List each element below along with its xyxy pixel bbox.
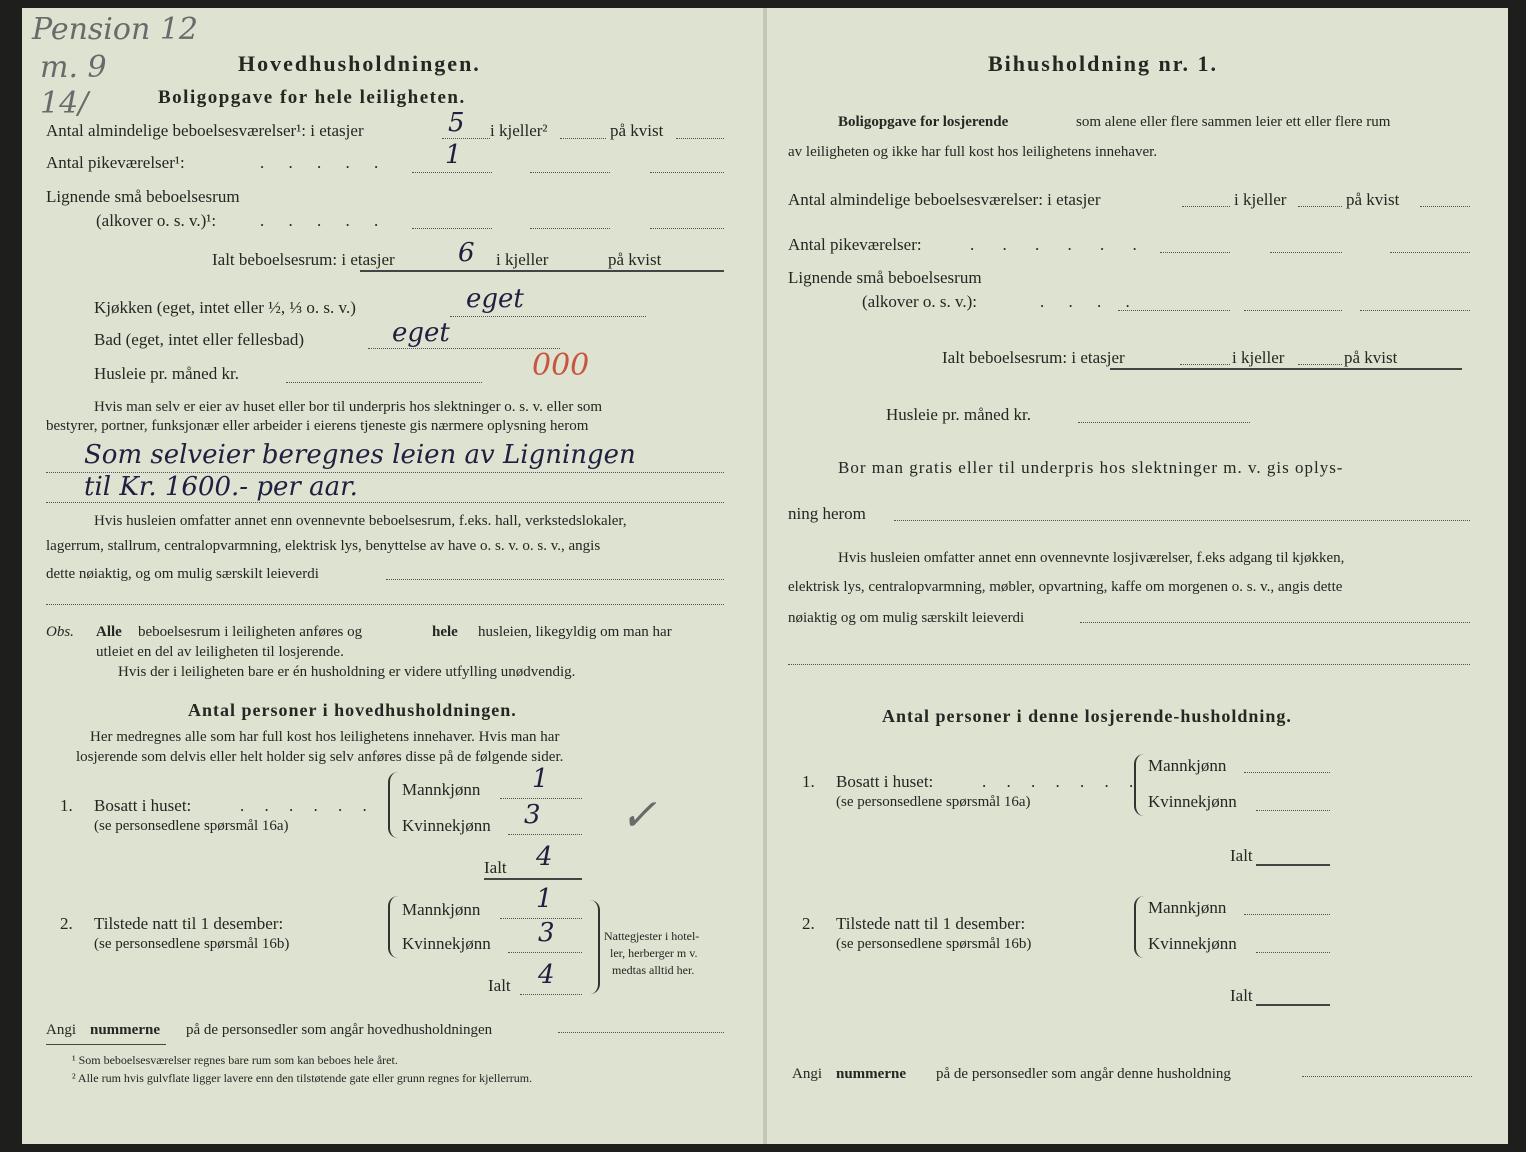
q1-male-value: 1 <box>532 764 549 794</box>
q1-sub: (se personsedlene spørsmål 16a) <box>94 818 289 834</box>
total-rooms-label: Ialt beboelsesrum: i etasjer <box>212 250 395 269</box>
q2-number: 2. <box>60 914 73 933</box>
r-q2-total-label: Ialt <box>1230 986 1253 1005</box>
r-q2-sub: (se personsedlene spørsmål 16b) <box>836 936 1032 952</box>
r-q1-sub: (se personsedlene spørsmål 16a) <box>836 794 1031 810</box>
rooms-row-label: Antal almindelige beboelsesværelser¹: i etasjer <box>46 121 364 140</box>
total-rooms-value: 6 <box>458 238 475 268</box>
r-maid-rooms-label: Antal pikeværelser: <box>788 235 922 254</box>
intro-line-1: som alene eller flere sammen leier ett eller flere rum <box>1076 114 1391 130</box>
right-page <box>766 8 1508 1144</box>
obs-all: Alle <box>96 624 122 640</box>
r-q1-male-label: Mannkjønn <box>1148 756 1227 775</box>
r-q1-label: Bosatt i huset: <box>836 772 934 791</box>
r-rooms-cellar-label: i kjeller <box>1234 190 1287 209</box>
footnote-1: ¹ Som beboelsesværelser regnes bare rum som kan beboes hele året. <box>72 1053 398 1067</box>
q2-total-label: Ialt <box>488 976 511 995</box>
obs-text-a: beboelsesrum i leiligheten anføres og <box>138 624 363 640</box>
r-numbers-c: på de personsedler som angår denne husholdning <box>936 1066 1231 1082</box>
q1-total-value: 4 <box>536 842 553 872</box>
q1-female-label: Kvinnekjønn <box>402 816 491 835</box>
obs-label: Obs. <box>46 624 74 640</box>
page-fold <box>763 8 767 1144</box>
r-persons-title: Antal personer i denne losjerende-husholdning. <box>882 706 1292 726</box>
rooms-cellar-label: i kjeller² <box>490 121 548 140</box>
persons-note-2: losjerende som delvis eller helt holder sig selv anføres disse på de følgende sider. <box>76 749 564 765</box>
small-rooms-label: Lignende små beboelsesrum <box>46 187 240 206</box>
r-q2-label: Tilstede natt til 1 desember: <box>836 914 1026 933</box>
r-rent-label: Husleie pr. måned kr. <box>886 405 1031 424</box>
obs-text-b: husleien, likegyldig om man har <box>478 624 672 640</box>
r-incl-line-2: elektrisk lys, centralopvarmning, møbler, opvartning, kaffe om morgenen o. s. v., angis dette <box>788 579 1343 595</box>
total-cellar-label: i kjeller <box>496 250 549 269</box>
bath-value: eget <box>392 318 450 348</box>
main-household-title: Hovedhusholdningen. <box>238 51 481 76</box>
q2-sub: (se personsedlene spørsmål 16b) <box>94 936 290 952</box>
r-q1-total-label: Ialt <box>1230 846 1253 865</box>
r-total-rooms-label: Ialt beboelsesrum: i etasjer <box>942 348 1125 367</box>
r-rooms-row-label: Antal almindelige beboelsesværelser: i etasjer <box>788 190 1101 209</box>
intro-line-2: av leiligheten og ikke har full kost hos leilighetens innehaver. <box>788 144 1158 160</box>
margin-note-1: Pension 12 <box>32 12 198 47</box>
r-q2-number: 2. <box>802 914 815 933</box>
q2-female-label: Kvinnekjønn <box>402 934 491 953</box>
housing-subtitle: Boligopgave for hele leiligheten. <box>158 87 466 108</box>
bath-label: Bad (eget, intet eller fellesbad) <box>94 330 305 349</box>
r-total-cellar-label: i kjeller <box>1232 348 1285 367</box>
q2-male-value: 1 <box>536 884 553 914</box>
q1-total-label: Ialt <box>484 858 507 877</box>
numbers-a: Angi <box>46 1022 76 1038</box>
owner-note-line-1: Hvis man selv er eier av huset eller bor til underpris hos slektninger o. s. v. eller som <box>94 399 603 415</box>
r-free-line-1: Bor man gratis eller til underpris hos slektninger m. v. gis oplys- <box>838 458 1344 477</box>
margin-note-2: m. 9 <box>40 50 107 85</box>
r-incl-line-3: nøiaktig og om mulig særskilt leieverdi <box>788 610 1025 626</box>
owner-note-line-2: bestyrer, portner, funksjonær eller arbeider i eierens tjeneste gis nærmere oplysning herom <box>46 418 589 434</box>
guests-note-3: medtas alltid her. <box>612 963 695 977</box>
r-alcove-label: (alkover o. s. v.): <box>862 292 978 311</box>
obs-line-3: Hvis der i leiligheten bare er én husholdning er videre utfylling unødvendig. <box>118 664 576 680</box>
q1-male-label: Mannkjønn <box>402 780 481 799</box>
r-q1-number: 1. <box>802 772 815 791</box>
margin-note-3: 14/ <box>40 86 89 121</box>
total-attic-label: på kvist <box>608 250 662 269</box>
r-numbers-b: nummerne <box>836 1066 906 1082</box>
q1-number: 1. <box>60 796 73 815</box>
owner-handwriting-1: Som selveier beregnes leien av Ligningen <box>84 440 636 470</box>
q1-female-value: 3 <box>524 800 541 830</box>
sub-household-title: Bihusholdning nr. 1. <box>988 51 1218 76</box>
persons-note-1: Her medregnes alle som har full kost hos leilighetens innehaver. Hvis man har <box>90 729 560 745</box>
owner-handwriting-2: til Kr. 1600.- per aar. <box>84 472 358 502</box>
rooms-attic-label: på kvist <box>610 121 664 140</box>
maid-rooms-value: 1 <box>445 140 462 170</box>
r-q1-female-label: Kvinnekjønn <box>1148 792 1237 811</box>
q1-label: Bosatt i huset: <box>94 796 192 815</box>
maid-rooms-label: Antal pikeværelser¹: <box>46 153 185 172</box>
inclusion-note-line-3: dette nøiaktig, og om mulig særskilt leieverdi <box>46 566 319 582</box>
obs-line-2: utleiet en del av leiligheten til losjerende. <box>96 644 344 660</box>
r-q2-female-label: Kvinnekjønn <box>1148 934 1237 953</box>
q2-male-label: Mannkjønn <box>402 900 481 919</box>
q2-female-value: 3 <box>538 918 555 948</box>
q2-total-value: 4 <box>538 960 555 990</box>
r-numbers-a: Angi <box>792 1066 822 1082</box>
obs-whole: hele <box>432 624 458 640</box>
alcove-label: (alkover o. s. v.)¹: <box>96 211 217 230</box>
rent-label: Husleie pr. måned kr. <box>94 364 239 383</box>
r-q2-male-label: Mannkjønn <box>1148 898 1227 917</box>
kitchen-value: eget <box>466 284 524 314</box>
footnote-2: ² Alle rum hvis gulvflate ligger lavere enn den tilstøtende gate eller grunn regnes for kjellerrum. <box>72 1071 533 1085</box>
guests-note-1: Nattegjester i hotel- <box>604 929 700 943</box>
q2-label: Tilstede natt til 1 desember: <box>94 914 284 933</box>
numbers-b: nummerne <box>90 1022 160 1038</box>
numbers-c: på de personsedler som angår hovedhusholdningen <box>186 1022 493 1038</box>
inclusion-note-line-1: Hvis husleien omfatter annet enn ovennevnte beboelsesrum, f.eks. hall, verkstedslokaler, <box>94 513 627 529</box>
rooms-floors-value: 5 <box>448 108 465 138</box>
guests-note-2: ler, herberger m v. <box>610 946 698 960</box>
check-mark-icon: ✓ <box>620 790 657 841</box>
intro-bold: Boligopgave for losjerende <box>838 114 1009 130</box>
r-small-rooms-label: Lignende små beboelsesrum <box>788 268 982 287</box>
rent-value: 000 <box>532 348 590 383</box>
persons-title: Antal personer i hovedhusholdningen. <box>188 700 517 720</box>
r-incl-line-1: Hvis husleien omfatter annet enn ovennevnte losjiværelser, f.eks adgang til kjøkken, <box>838 550 1345 566</box>
r-rooms-attic-label: på kvist <box>1346 190 1400 209</box>
r-total-attic-label: på kvist <box>1344 348 1398 367</box>
inclusion-note-line-2: lagerrum, stallrum, centralopvarmning, elektrisk lys, benyttelse av have o. s. v. o. s. v., angis <box>46 538 601 554</box>
kitchen-label: Kjøkken (eget, intet eller ½, ⅓ o. s. v.) <box>94 298 356 317</box>
r-free-line-2: ning herom <box>788 504 866 523</box>
